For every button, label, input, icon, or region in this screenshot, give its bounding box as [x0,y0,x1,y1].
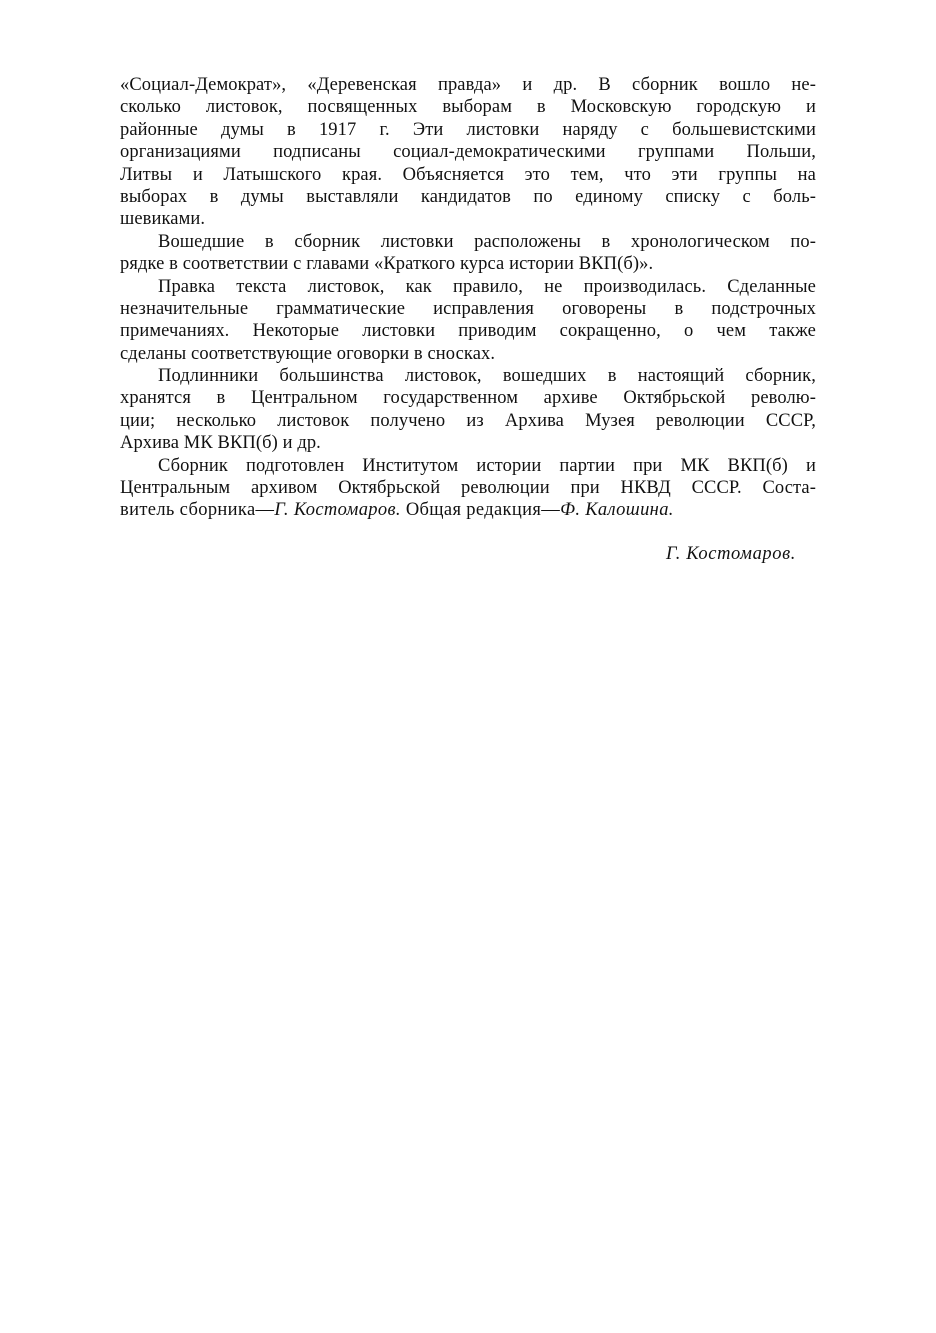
paragraph-2 [120,231,816,276]
text-line: Подлинники большинства листовок, вошедших в настоящий сборник, [158,366,816,387]
text-line: примечаниях. Некоторые листовки приводим сокращенно, о чем также [120,321,816,342]
credit-prefix: витель сборника— [120,500,275,521]
text-line: незначительные грамматические исправления оговорены в подстрочных [120,298,816,319]
text-line: Центральным архивом Октябрьской революции при НКВД СССР. Соста- [120,478,816,499]
text-line: выборах в думы выставляли кандидатов по единому списку с боль- [120,186,816,207]
credit-middle: Общая редакция— [400,500,561,521]
compiler-name: Г. Костомаров. [274,500,401,521]
text-line: ции; несколько листовок получено из Архива Музея революции СССР, [120,410,816,431]
editor-name: Ф. Калошина. [560,500,674,521]
text-line: сделаны соответствующие оговорки в сносках. [120,343,496,364]
text-line: организациями подписаны социал-демократическими группами Польши, [120,142,816,163]
text-line: районные думы в 1917 г. Эти листовки наряду с большевистскими [120,119,816,140]
paragraph-3 [120,276,816,366]
credit-line [120,499,816,521]
text-body [120,74,816,564]
text-line: Литвы и Латышского края. Объясняется это тем, что эти группы на [120,164,816,185]
text-line: Вошедшие в сборник листовки расположены в хронологическом по- [158,231,816,252]
text-line: сколько листовок, посвященных выборам в Московскую городскую и [120,97,816,118]
paragraph-5 [120,455,816,522]
text-line: шевиками. [120,209,206,230]
paragraph-4 [120,365,816,455]
signature: Г. Костомаров. [666,544,796,564]
paragraph-1 [120,74,816,231]
text-line: Сборник подготовлен Институтом истории партии при МК ВКП(б) и [158,455,816,476]
text-line: «Социал-Демократ», «Деревенская правда» и др. В сборник вошло не- [120,75,816,95]
text-line: рядке в соответствии с главами «Краткого курса истории ВКП(б)». [120,254,654,275]
text-line: Правка текста листовок, как правило, не производилась. Сделанные [158,276,816,297]
text-line: хранятся в Центральном государственном архиве Октябрьской револю- [120,388,816,409]
text-line: Архива МК ВКП(б) и др. [120,433,321,454]
